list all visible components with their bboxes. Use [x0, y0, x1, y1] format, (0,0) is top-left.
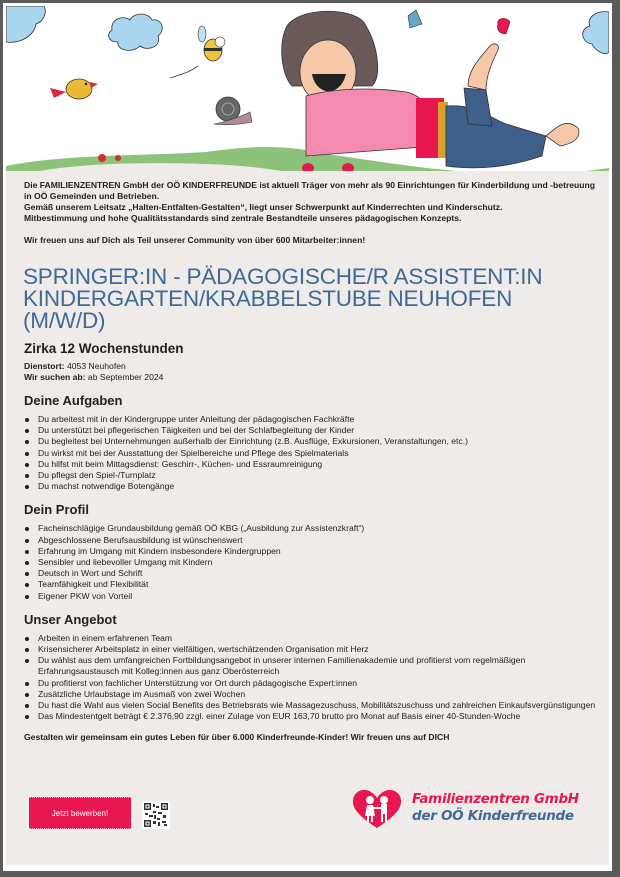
- offer-heading: Unser Angebot: [24, 611, 117, 627]
- list-item: [24, 523, 599, 534]
- list-item: [24, 448, 599, 459]
- list-item-text: Du wirkst mit bei der Ausstattung der Spielbereiche und Pflege des Spielmaterials: [38, 447, 349, 458]
- heart-children-icon: [352, 788, 402, 830]
- bullet-icon: [25, 550, 29, 554]
- bullet-icon: [25, 527, 29, 531]
- company-logo: [352, 786, 592, 834]
- profile-list: [24, 523, 599, 601]
- list-item: [24, 414, 599, 425]
- list-item: [24, 436, 599, 447]
- bullet-icon: [25, 429, 29, 433]
- location-value: 4053 Neuhofen: [66, 361, 126, 371]
- community-line: Wir freuen uns auf Dich als Teil unserer Community von über 600 Mitarbeiter:innen!: [24, 235, 366, 245]
- list-item-text: Zusätzliche Urlaubstage im Ausmaß von zwei Wochen: [38, 688, 246, 699]
- start-label: Wir suchen ab:: [24, 372, 86, 382]
- bullet-icon: [25, 561, 29, 565]
- list-item: [24, 546, 599, 557]
- closing-text: Gestalten wir gemeinsam ein gutes Leben für über 6.000 Kinderfreunde-Kinder! Wir freuen uns auf DICH: [24, 732, 450, 743]
- list-item-text: Erfahrung im Umgang mit Kindern insbesondere Kindergruppen: [38, 545, 281, 556]
- bullet-icon: [25, 583, 29, 587]
- bullet-icon: [25, 715, 29, 719]
- offer-list: [24, 633, 599, 723]
- list-item: [24, 470, 599, 481]
- list-item-text: Eigener PKW von Vorteil: [38, 590, 133, 601]
- list-item: [24, 711, 599, 722]
- list-item: [24, 678, 599, 689]
- start-row: [24, 372, 599, 383]
- bullet-icon: [25, 595, 29, 599]
- content: [24, 180, 599, 742]
- list-item-text: Du hilfst mit beim Mittagsdienst: Geschirr-, Küchen- und Essraumreinigung: [38, 458, 323, 469]
- location-row: [24, 361, 599, 372]
- list-item: [24, 579, 599, 590]
- list-item-text: Du arbeitest mit in der Kindergruppe unter Anleitung der pädagogischen Fachkräfte: [38, 414, 355, 424]
- bullet-icon: [25, 485, 29, 489]
- list-item-text: Du wählst aus dem umfangreichen Fortbildungsangebot in unserer internen Familienakademie und profitierst vom regelmäßigen Erfahrungsaustausch mit Kolleg:innen aus ganz Oberösterreich: [38, 655, 526, 677]
- tasks-heading: Deine Aufgaben: [24, 393, 123, 408]
- bullet-icon: [25, 648, 29, 652]
- list-item-text: Das Mindestentgelt beträgt € 2.376,90 zzgl. einer Zulage von EUR 163,70 brutto pro Monat auf Basis einer 40-Stunden-Woche: [38, 711, 521, 722]
- bullet-icon: [25, 474, 29, 478]
- list-item: [24, 591, 599, 602]
- qr-code-icon[interactable]: [142, 801, 170, 829]
- list-item-text: Krisensicherer Arbeitsplatz in einer vielfältigen, wertschätzenden Organisation mit Herz: [38, 644, 369, 655]
- list-item: [24, 459, 599, 470]
- list-item: [24, 535, 599, 546]
- list-item: [24, 644, 599, 655]
- logo-text: [412, 791, 579, 824]
- list-item-text: Du profitierst von fachlicher Unterstützung vor Ort durch pädagogische Expert:innen: [38, 677, 358, 688]
- start-value: ab September 2024: [87, 372, 164, 382]
- list-item: [24, 557, 599, 568]
- intro-text: [24, 180, 599, 246]
- list-item: [24, 481, 599, 492]
- intro-line: Die FAMILIENZENTREN GmbH der OÖ KINDERFREUNDE ist aktuell Träger von mehr als 90 Einrichtungen für Kinderbildung und -betreuung in OÖ Gemeinden und Betrieben.: [24, 180, 596, 201]
- list-item: [24, 425, 599, 436]
- tasks-list: [24, 414, 599, 492]
- list-item-text: Du unterstützt bei pflegerischen Täigkeiten und bei der Schlafbegleitung der Kinder: [38, 425, 355, 436]
- list-item-text: Du hast die Wahl aus vielen Social Benefits des Betriebsrats wie Massagezuschuss, Mobilitätszuschuss und zahlreichen Einkaufsvergünstigungen: [38, 700, 596, 711]
- job-title: SPRINGER:IN - PÄDAGOGISCHE/R ASSISTENT:IN KINDERGARTEN/KRABBELSTUBE NEUHOFEN (M/W/D): [23, 264, 543, 333]
- apply-button[interactable]: Jetzt bewerben!: [29, 797, 131, 829]
- weekly-hours: Zirka 12 Wochenstunden: [24, 341, 184, 356]
- list-item-text: Deutsch in Wort und Schrift: [38, 568, 143, 579]
- list-item: [24, 568, 599, 579]
- intro-line: Mitbestimmung und hohe Qualitätsstandards sind zentrale Bestandteile unseres pädagogischen Konzepts.: [24, 213, 462, 223]
- location-label: Dienstort:: [24, 361, 65, 371]
- list-item-text: Du begleitest bei Unternehmungen außerhalb der Einrichtung (z.B. Ausflüge, Exkursionen, Veranstaltungen, etc.): [38, 436, 468, 447]
- list-item-text: Teamfähigkeit und Flexibilität: [38, 579, 149, 590]
- bullet-icon: [25, 637, 29, 641]
- logo-line-1: Familienzentren GmbH: [412, 791, 579, 807]
- intro-line: Gemäß unserem Leitsatz „Halten-Entfalten-Gestalten“, liegt unser Schwerpunkt auf Kinderrechten und Kinderschutz.: [24, 202, 503, 212]
- list-item: [24, 655, 599, 677]
- list-item: [24, 689, 599, 700]
- list-item-text: Du machst notwendige Botengänge: [38, 481, 175, 492]
- profile-heading: Dein Profil: [24, 502, 90, 518]
- bullet-icon: [25, 704, 29, 708]
- bullet-icon: [25, 693, 29, 697]
- list-item-text: Du pflegst den Spiel-/Turnplatz: [38, 470, 156, 481]
- bullet-icon: [25, 418, 29, 422]
- job-meta: [24, 361, 599, 383]
- page-frame: [3, 3, 612, 871]
- bullet-icon: [25, 539, 29, 543]
- job-posting: [6, 6, 609, 865]
- list-item-text: Abgeschlossene Berufsausbildung ist wünschenswert: [38, 534, 243, 545]
- list-item-text: Sensibler und liebevoller Umgang mit Kindern: [38, 557, 213, 568]
- bullet-icon: [25, 463, 29, 467]
- logo-line-2: der OÖ Kinderfreunde: [412, 808, 574, 824]
- bullet-icon: [25, 659, 29, 663]
- bullet-icon: [25, 682, 29, 686]
- bullet-icon: [25, 572, 29, 576]
- bullet-icon: [25, 452, 29, 456]
- list-item: [24, 633, 599, 644]
- list-item: [24, 700, 599, 711]
- list-item-text: Facheinschlägige Grundausbildung gemäß OÖ KBG („Ausbildung zur Assistenzkraft“): [38, 523, 365, 534]
- bullet-icon: [25, 440, 29, 444]
- hero-illustration: [6, 6, 609, 171]
- list-item-text: Arbeiten in einem erfahrenen Team: [38, 632, 173, 643]
